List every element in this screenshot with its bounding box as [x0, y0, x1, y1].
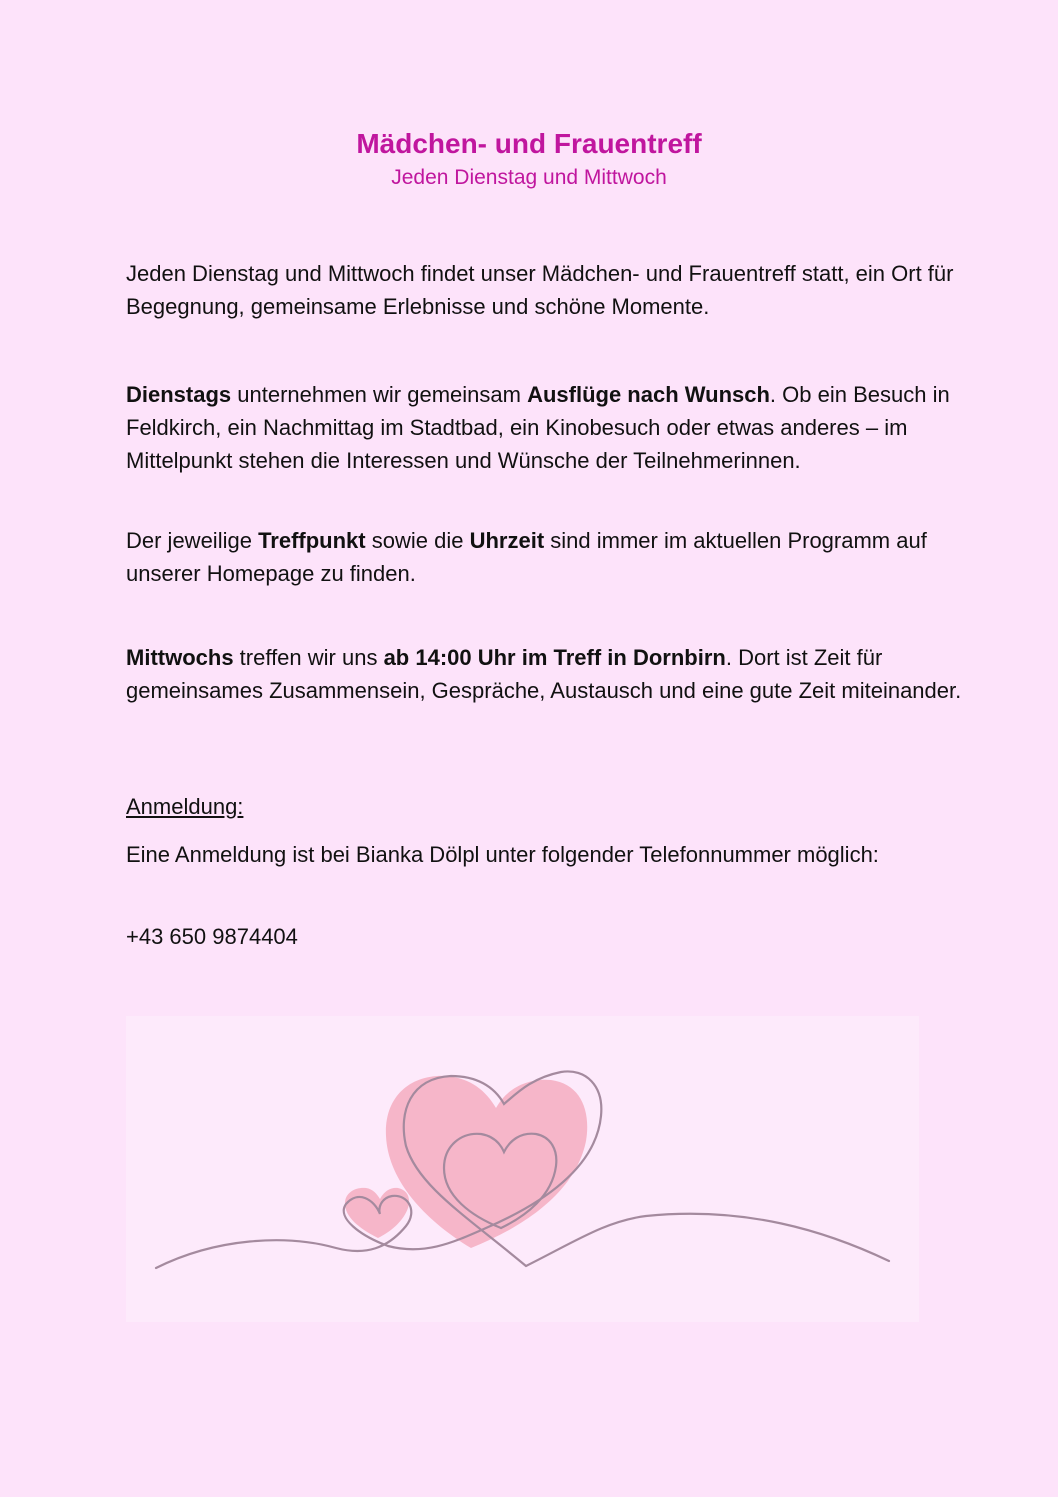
- anmeldung-text: Eine Anmeldung ist bei Bianka Dölpl unter folgender Telefonnummer möglich:: [126, 842, 879, 867]
- dienstag-bold: Dienstags: [126, 382, 232, 407]
- dienstag-paragraph: [126, 378, 966, 477]
- phone-number: +43 650 9874404: [126, 924, 298, 949]
- mittwoch-bold: Mittwochs: [126, 645, 234, 670]
- page-subtitle: Jeden Dienstag und Mittwoch: [391, 166, 667, 189]
- mittwoch-paragraph: [126, 641, 966, 707]
- ausfluege-bold: Ausflüge nach Wunsch: [527, 382, 770, 407]
- page-title: Mädchen- und Frauentreff: [356, 128, 702, 159]
- treffpunkt-text-2: sowie die: [365, 528, 470, 553]
- treffpunkt-bold: Treffpunkt: [258, 528, 366, 553]
- hearts-line-art-icon: [126, 1016, 919, 1322]
- zeit-ort-bold: ab 14:00 Uhr im Treff in Dornbirn: [383, 645, 726, 670]
- intro-paragraph: Jeden Dienstag und Mittwoch findet unser Mädchen- und Frauentreff statt, ein Ort für Begegnung, gemeinsame Erlebnisse und schöne Momente.: [126, 261, 954, 319]
- dienstag-text: unternehmen wir gemeinsam: [231, 382, 528, 407]
- treffpunkt-text-3: sind immer im aktuellen Programm auf unserer Homepage zu finden.: [126, 528, 927, 586]
- uhrzeit-bold: Uhrzeit: [469, 528, 545, 553]
- mittwoch-text: treffen wir uns: [233, 645, 384, 670]
- treffpunkt-paragraph: [126, 524, 966, 590]
- treffpunkt-text: Der jeweilige: [126, 528, 259, 553]
- mittwoch-text-2: . Dort ist Zeit für gemeinsames Zusammensein, Gespräche, Austausch und eine gute Zeit miteinander.: [126, 645, 962, 703]
- anmeldung-heading: Anmeldung:: [126, 794, 244, 819]
- dienstag-text-2: . Ob ein Besuch in Feldkirch, ein Nachmittag im Stadtbad, ein Kinobesuch oder etwas anderes – im Mittelpunkt stehen die Interessen und Wünsche der Teilnehmerinnen.: [126, 382, 950, 473]
